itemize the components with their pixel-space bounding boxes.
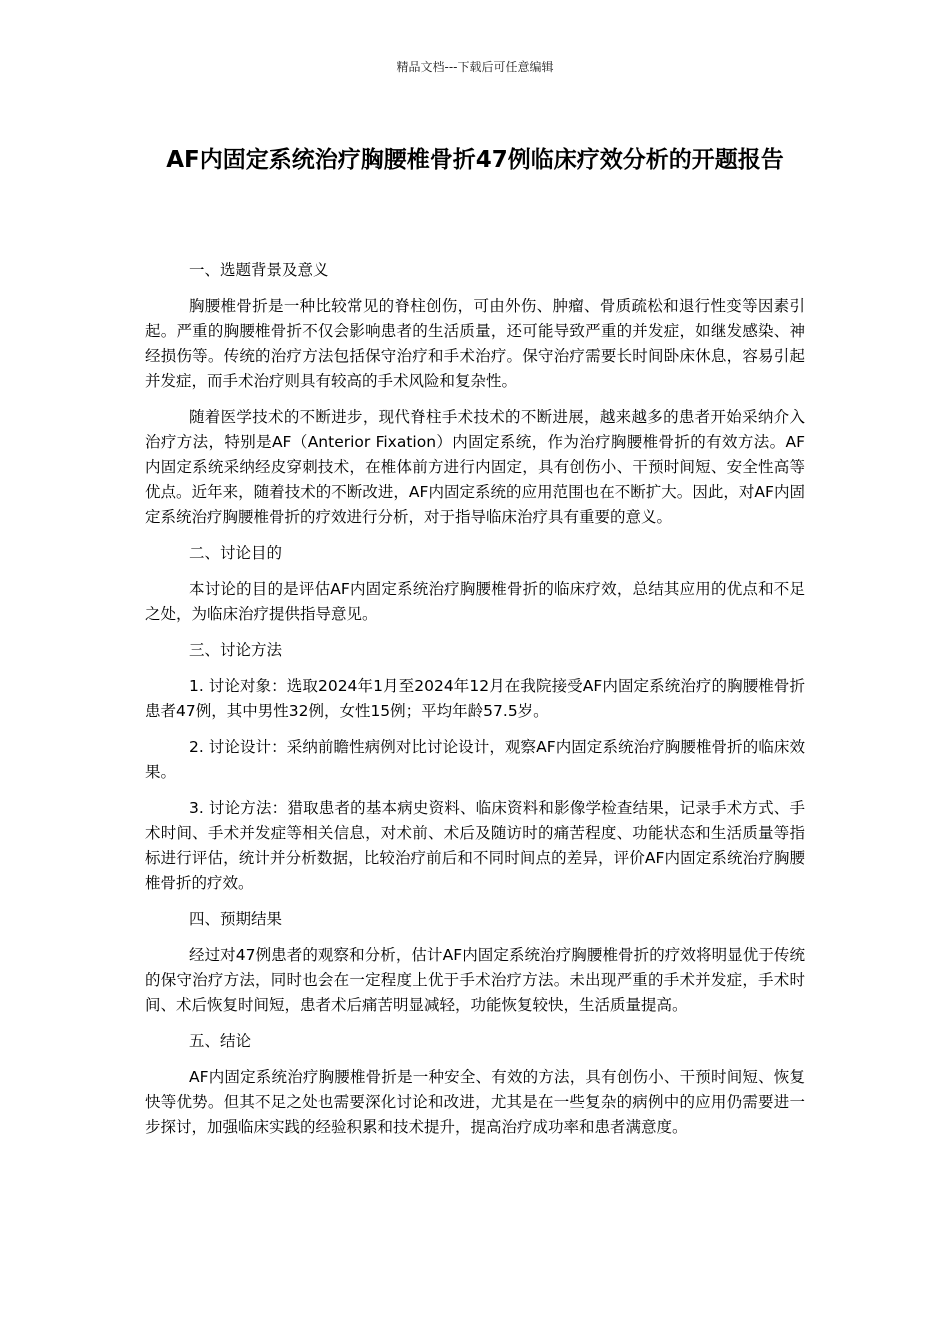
section-heading-conclusion: 五、结论 xyxy=(189,1032,252,1050)
section-heading-method: 三、讨论方法 xyxy=(189,641,283,659)
header-note: 精品文档---下载后可任意编辑 xyxy=(396,60,554,74)
section-heading-expected-results: 四、预期结果 xyxy=(189,910,283,928)
section-heading-purpose: 二、讨论目的 xyxy=(189,544,283,562)
paragraph: AF内固定系统治疗胸腰椎骨折是一种安全、有效的方法，具有创伤小、干预时间短、恢复快等优势。但其不足之处也需要深化讨论和改进，尤其是在一些复杂的病例中的应用仍需要进一步探讨，加强临床实践的经验积累和技术提升，提高治疗成功率和患者满意度。 xyxy=(145,1068,805,1136)
paragraph: 随着医学技术的不断进步，现代脊柱手术技术的不断进展，越来越多的患者开始采纳介入治疗方法，特别是AF（Anterior Fixation）内固定系统，作为治疗胸腰椎骨折的有效方法。AF内固定系统采纳经皮穿刺技术，在椎体前方进行内固定，具有创伤小、干预时间短、安全性高等优点。近年来，随着技术的不断改进，AF内固定系统的应用范围也在不断扩大。因此，对AF内固定系统治疗胸腰椎骨折的疗效进行分析，对于指导临床治疗具有重要的意义。 xyxy=(145,408,805,526)
paragraph: 3. 讨论方法：猎取患者的基本病史资料、临床资料和影像学检查结果，记录手术方式、手术时间、手术并发症等相关信息，对术前、术后及随访时的痛苦程度、功能状态和生活质量等指标进行评估，统计并分析数据，比较治疗前后和不同时间点的差异，评价AF内固定系统治疗胸腰椎骨折的疗效。 xyxy=(145,799,805,892)
paragraph: 2. 讨论设计：采纳前瞻性病例对比讨论设计，观察AF内固定系统治疗胸腰椎骨折的临床效果。 xyxy=(145,738,805,781)
paragraph: 本讨论的目的是评估AF内固定系统治疗胸腰椎骨折的临床疗效，总结其应用的优点和不足之处，为临床治疗提供指导意见。 xyxy=(145,580,805,623)
paragraph: 1. 讨论对象：选取2024年1月至2024年12月在我院接受AF内固定系统治疗的胸腰椎骨折患者47例，其中男性32例，女性15例；平均年龄57.5岁。 xyxy=(145,677,805,720)
paragraph: 经过对47例患者的观察和分析，估计AF内固定系统治疗胸腰椎骨折的疗效将明显优于传统的保守治疗方法，同时也会在一定程度上优于手术治疗方法。未出现严重的手术并发症，手术时间、术后恢复时间短，患者术后痛苦明显减轻，功能恢复较快，生活质量提高。 xyxy=(145,946,805,1014)
document-body xyxy=(145,258,805,1151)
page-title: AF内固定系统治疗胸腰椎骨折47例临床疗效分析的开题报告 xyxy=(166,147,784,173)
paragraph: 胸腰椎骨折是一种比较常见的脊柱创伤，可由外伤、肿瘤、骨质疏松和退行性变等因素引起。严重的胸腰椎骨折不仅会影响患者的生活质量，还可能导致严重的并发症，如继发感染、神经损伤等。传统的治疗方法包括保守治疗和手术治疗。保守治疗需要长时间卧床休息，容易引起并发症，而手术治疗则具有较高的手术风险和复杂性。 xyxy=(145,297,805,390)
section-heading-background: 一、选题背景及意义 xyxy=(189,261,329,279)
